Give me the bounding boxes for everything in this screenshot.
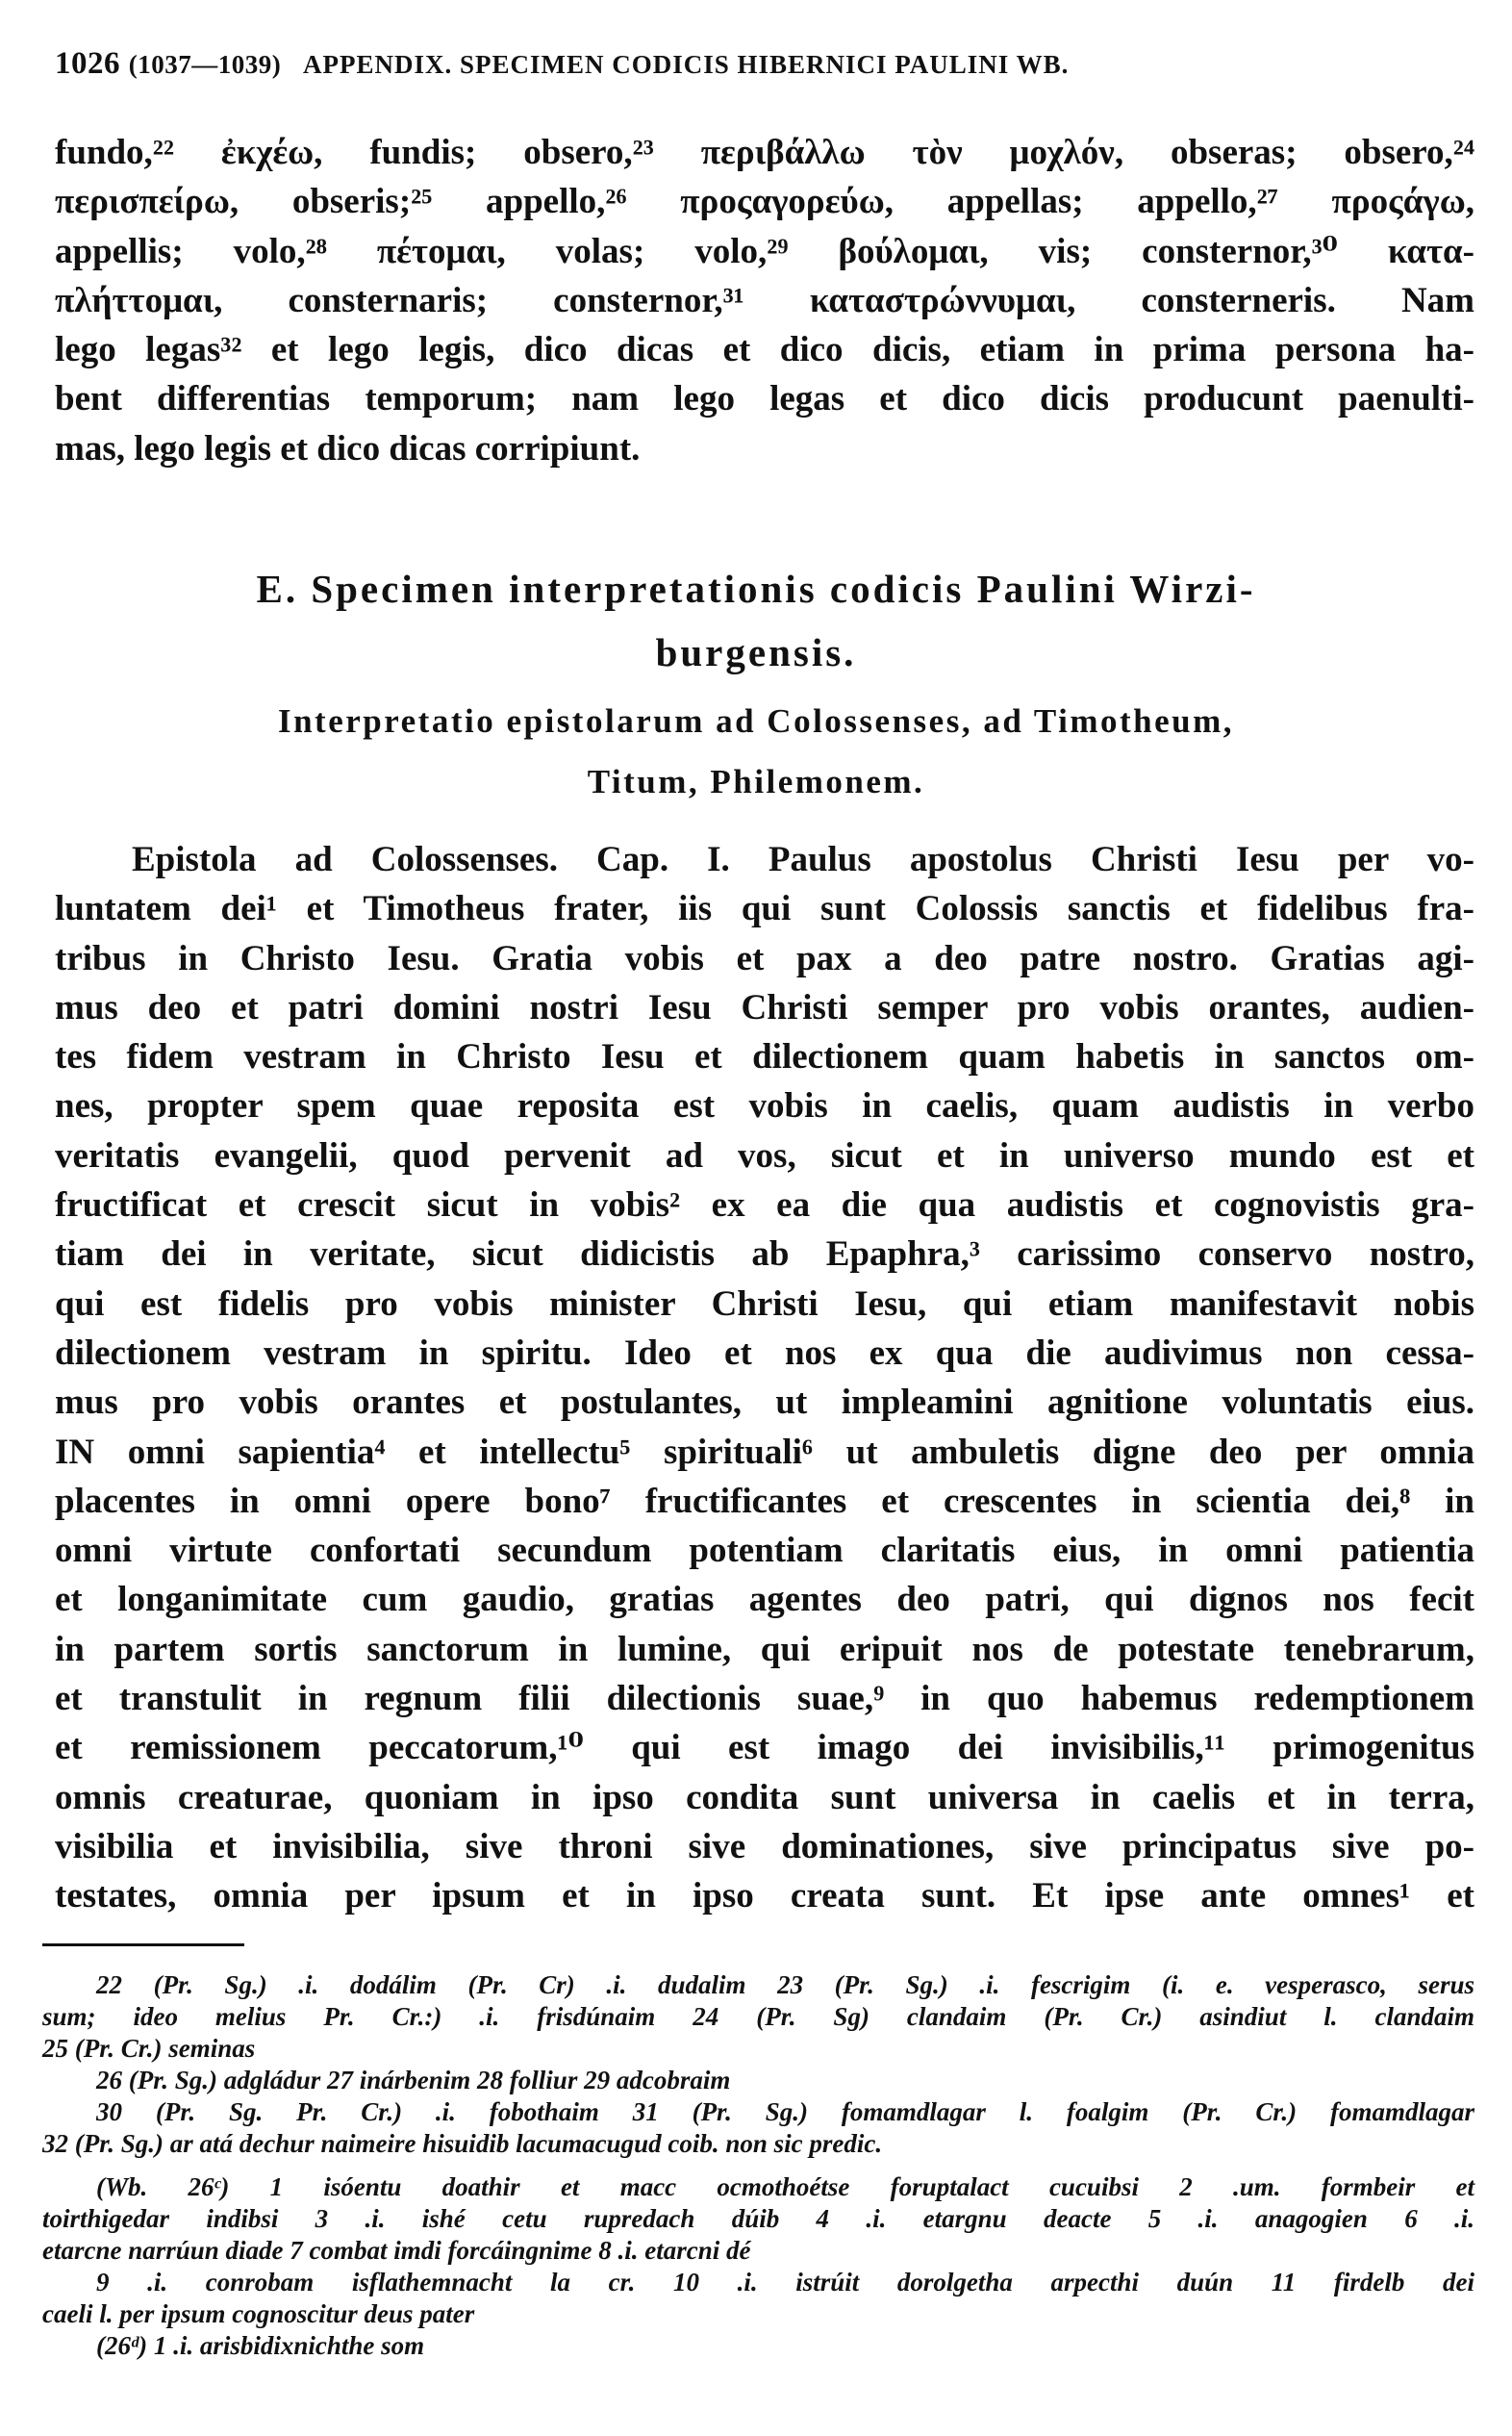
footnote-line: 26 (Pr. Sg.) adgládur 27 inárbenim 28 folliur 29 adcobraim	[96, 2066, 731, 2094]
text-line: fructificat et crescit sicut in vobis² ex ea die qua audistis et cognovistis gra-	[55, 1185, 1474, 1226]
page-range: (1037—1039)	[128, 50, 282, 79]
footnotes-wb	[42, 2171, 1474, 2362]
text-line: tribus in Christo Iesu. Gratia vobis et pax a deo patre nostro. Gratias agi-	[55, 938, 1474, 978]
body-text	[55, 835, 1474, 1921]
text-line: placentes in omni opere bono⁷ fructificantes et crescentes in scientia dei,⁸ in	[55, 1481, 1474, 1521]
text-line: qui est fidelis pro vobis minister Christi Iesu, qui etiam manifestavit nobis	[55, 1283, 1474, 1324]
running-header	[55, 46, 1069, 82]
footnote-line: etarcne narrúun diade 7 combat imdi forcáingnime 8 .i. etarcni dé	[42, 2236, 751, 2265]
text-line: lego legas³² et lego legis, dico dicas et dico dicis, etiam in prima persona ha-	[55, 330, 1474, 370]
text-line: visibilia et invisibilia, sive throni sive dominationes, sive principatus sive po-	[55, 1826, 1474, 1866]
footnote-line: toirthigedar indibsi 3 .i. ishé cetu rupredach dúib 4 .i. etargnu deacte 5 .i. anagogien 6 .i.	[42, 2204, 1474, 2233]
running-title: APPENDIX. SPECIMEN CODICIS HIBERNICI PAULINI WB.	[302, 50, 1070, 79]
text-line: mas, lego legis et dico dicas corripiunt.	[55, 428, 641, 469]
text-line: tes fidem vestram in Christo Iesu et dilectionem quam habetis in sanctos om-	[55, 1037, 1474, 1078]
text-line: περισπείρω, obseris;²⁵ appello,²⁶ προςαγορεύω, appellas; appello,²⁷ προςάγω,	[55, 182, 1474, 222]
text-line: luntatem dei¹ et Timotheus frater, iis qui sunt Colossis sanctis et fidelibus fra-	[55, 889, 1474, 929]
text-line: fundo,²² ἐκχέω, fundis; obsero,²³ περιβάλλω τὸν μοχλόν, obseras; obsero,²⁴	[55, 133, 1474, 172]
footnote-line: (Wb. 26ᶜ) 1 isóentu doathir et macc ocmothoétse foruptalact cucuibsi 2 .um. formbeir et	[96, 2172, 1474, 2201]
text-line: et longanimitate cum gaudio, gratias agentes deo patri, qui dignos nos fecit	[55, 1580, 1474, 1620]
text-line: omni virtute confortati secundum potentiam claritatis eius, in omni patientia	[55, 1531, 1474, 1571]
footnotes-latin	[42, 1969, 1474, 2160]
footnote-line: 25 (Pr. Cr.) seminas	[42, 2034, 256, 2063]
text-line: et transtulit in regnum filii dilectionis suae,⁹ in quo habemus redemptionem	[55, 1679, 1474, 1719]
footnote-line: sum; ideo melius Pr. Cr.:) .i. frisdúnaim 24 (Pr. Sg) clandaim (Pr. Cr.) asindiut l. clandaim	[42, 2002, 1474, 2031]
text-line: tiam dei in veritate, sicut didicistis ab Epaphra,³ carissimo conservo nostro,	[55, 1234, 1474, 1275]
text-line: dilectionem vestram in spiritu. Ideo et nos ex qua die audivimus non cessa-	[55, 1332, 1474, 1373]
sub-heading-line: Titum, Philemonem.	[587, 763, 925, 800]
text-line: nes, propter spem quae reposita est vobis in caelis, quam audistis in verbo	[55, 1086, 1474, 1127]
footnote-line: 32 (Pr. Sg.) ar atá dechur naimeire hisuidib lacumacugud coib. non sic predic.	[42, 2129, 883, 2158]
footnote-line: 30 (Pr. Sg. Pr. Cr.) .i. fobothaim 31 (Pr. Sg.) fomamdlagar l. foalgim (Pr. Cr.) fomamdlagar	[96, 2097, 1474, 2126]
text-line: et remissionem peccatorum,¹⁰ qui est imago dei invisibilis,¹¹ primogenitus	[55, 1728, 1474, 1768]
text-line: in partem sortis sanctorum in lumine, qui eripuit nos de potestate tenebrarum,	[55, 1629, 1474, 1669]
text-line: Epistola ad Colossenses. Cap. I. Paulus apostolus Christi Iesu per vo-	[132, 840, 1474, 879]
section-heading-line: burgensis.	[655, 630, 857, 674]
text-line: mus deo et patri domini nostri Iesu Christi semper pro vobis orantes, audien-	[55, 987, 1474, 1028]
text-line: testates, omnia per ipsum et in ipso creata sunt. Et ipse ante omnes¹ et	[55, 1876, 1474, 1916]
footnote-divider	[42, 1943, 244, 1946]
footnote-line: 22 (Pr. Sg.) .i. dodálim (Pr. Cr) .i. dudalim 23 (Pr. Sg.) .i. fescrigim (i. e. vesperasco, serus	[96, 1970, 1474, 1999]
footnote-line: caeli l. per ipsum cognoscitur deus pater	[42, 2299, 475, 2328]
text-line: omnis creaturae, quoniam in ipso condita sunt universa in caelis et in terra,	[55, 1777, 1474, 1817]
footnote-line: (26ᵈ) 1 .i. arisbidixnichthe som	[96, 2331, 425, 2360]
section-heading-line: E. Specimen interpretationis codicis Paulini Wirzi-	[256, 567, 1256, 611]
text-line: IN omni sapientia⁴ et intellectu⁵ spirituali⁶ ut ambuletis digne deo per omnia	[55, 1432, 1474, 1472]
text-line: appellis; volo,²⁸ πέτομαι, volas; volo,²⁹ βούλομαι, vis; consternor,³⁰ κατα-	[55, 231, 1474, 271]
text-line: πλήττομαι, consternaris; consternor,³¹ καταστρώννυμαι, consterneris. Nam	[55, 280, 1474, 320]
footnote-line: 9 .i. conrobam isflathemnacht la cr. 10 .i. istrúit dorolgetha arpecthi duún 11 firdelb dei	[96, 2268, 1474, 2296]
page-number: 1026	[55, 46, 120, 81]
top-paragraph	[55, 128, 1474, 473]
text-line: mus pro vobis orantes et postulantes, ut impleamini agnitione voluntatis eius.	[55, 1383, 1474, 1423]
sub-heading-line: Interpretatio epistolarum ad Colossenses, ad Timotheum,	[277, 702, 1235, 740]
text-line: bent differentias temporum; nam lego legas et dico dicis producunt paenulti-	[55, 379, 1474, 419]
text-line: veritatis evangelii, quod pervenit ad vos, sicut et in universo mundo est et	[55, 1135, 1474, 1176]
